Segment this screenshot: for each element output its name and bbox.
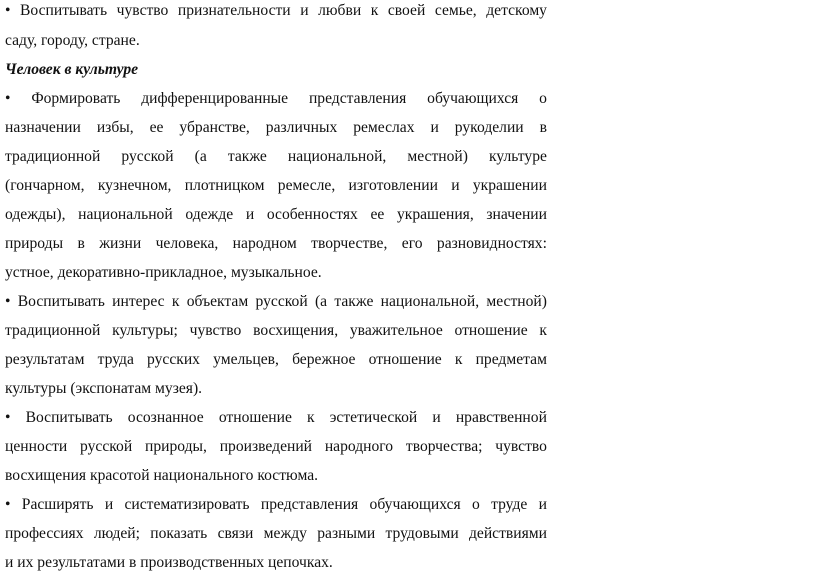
word: и <box>430 119 439 136</box>
word: украшения, <box>396 206 474 223</box>
word: ценности <box>5 438 68 455</box>
word: его <box>401 235 423 252</box>
word: умельцев, <box>213 351 279 368</box>
word: ее <box>370 206 385 223</box>
word: национальной <box>78 206 173 223</box>
word: русских <box>147 351 200 368</box>
word: изготовлении <box>348 177 438 194</box>
word: чувство <box>116 2 169 19</box>
word: о <box>471 496 480 513</box>
word: народном <box>232 235 297 252</box>
text-line <box>5 525 547 543</box>
word: эстетической <box>329 409 418 426</box>
word: осознанное <box>127 409 204 426</box>
word: украшении <box>472 177 547 194</box>
word: одежде <box>185 206 234 223</box>
word: • <box>5 496 11 513</box>
text-line: саду, городу, стране. <box>5 32 140 49</box>
word: ремеслах <box>353 119 415 136</box>
word: убранстве, <box>179 119 250 136</box>
word: произведений <box>219 438 313 455</box>
word: разными <box>317 525 376 542</box>
word: показать <box>150 525 208 542</box>
word: и <box>300 2 309 19</box>
word: восхищения, <box>253 322 339 339</box>
word: кузнечном, <box>97 177 172 194</box>
word: отношение <box>454 322 528 339</box>
word: творчестве, <box>311 235 388 252</box>
word: природы, <box>144 438 207 455</box>
word: Расширять <box>21 496 94 513</box>
text-line <box>5 496 547 514</box>
word: в <box>77 235 85 252</box>
word: дифференцированные <box>141 90 289 107</box>
word: (а <box>194 148 207 165</box>
word: особенностях <box>266 206 358 223</box>
word: и <box>432 409 441 426</box>
word: труда <box>97 351 134 368</box>
word: Формировать <box>31 90 121 107</box>
text-line <box>5 438 547 456</box>
word: Воспитывать <box>17 293 105 310</box>
text-line <box>5 409 547 427</box>
text-line <box>5 235 547 253</box>
word: русской <box>121 148 174 165</box>
word: трудовыми <box>385 525 459 542</box>
word: к <box>171 293 180 310</box>
word: (а <box>314 293 328 310</box>
text-line <box>5 90 547 108</box>
word: жизни <box>99 235 142 252</box>
word: обучающихся <box>369 496 461 513</box>
word: представления <box>308 90 407 107</box>
word: плотницком <box>184 177 265 194</box>
word: • <box>5 293 11 310</box>
word: нравственной <box>455 409 547 426</box>
word: и <box>104 496 114 513</box>
word: традиционной <box>5 148 101 165</box>
word: предметам <box>475 351 547 368</box>
word: творчества; <box>405 438 483 455</box>
word: признательности <box>177 2 291 19</box>
word: детскому <box>486 2 547 19</box>
text-line: культуры (экспонатам музея). <box>5 380 203 397</box>
word: людей; <box>93 525 140 542</box>
word: • <box>5 90 11 107</box>
word: чувство <box>189 322 242 339</box>
word: отношение <box>218 409 292 426</box>
word: русской <box>80 438 133 455</box>
word: ее <box>149 119 164 136</box>
word: народного <box>324 438 394 455</box>
word: обучающихся <box>427 90 519 107</box>
word: также <box>334 293 374 310</box>
word: (гончарном, <box>5 177 85 194</box>
word: чувство <box>495 438 547 455</box>
text-line <box>5 177 547 195</box>
word: культуры; <box>112 322 178 339</box>
text-line <box>5 351 547 369</box>
text-line <box>5 2 547 20</box>
word: Воспитывать <box>20 2 108 19</box>
word: избы, <box>96 119 134 136</box>
word: • <box>5 409 11 426</box>
word: к <box>454 351 463 368</box>
section-heading: Человек в культуре <box>5 61 139 78</box>
word: национальной, <box>380 293 480 310</box>
text-line: и их результатами в производственных цепочках. <box>5 554 333 571</box>
text-line: восхищения красотой национального костюма. <box>5 467 319 484</box>
word: к <box>370 2 379 19</box>
word: представления <box>260 496 359 513</box>
word: местной) <box>486 293 547 310</box>
word: в <box>539 119 547 136</box>
text-line <box>5 119 547 137</box>
word: Воспитывать <box>25 409 113 426</box>
word: культуре <box>489 148 547 165</box>
word: природы <box>5 235 64 252</box>
word: семье, <box>434 2 477 19</box>
word: человека, <box>155 235 219 252</box>
text-line <box>5 206 547 224</box>
word: интерес <box>112 293 165 310</box>
word: рукоделии <box>454 119 524 136</box>
word: значении <box>486 206 547 223</box>
text-line <box>5 148 547 166</box>
word: и <box>245 206 255 223</box>
word: между <box>263 525 307 542</box>
text-line: устное, декоративно-прикладное, музыкальное. <box>5 264 322 281</box>
word: профессиях <box>5 525 84 542</box>
word: систематизировать <box>124 496 250 513</box>
word: своей <box>387 2 426 19</box>
word: также <box>227 148 267 165</box>
word: традиционной <box>5 322 101 339</box>
word: русской <box>255 293 308 310</box>
word: и <box>538 496 547 513</box>
word: местной) <box>407 148 468 165</box>
word: различных <box>265 119 338 136</box>
word: любви <box>318 2 362 19</box>
word: одежды), <box>5 206 66 223</box>
word: действиями <box>468 525 547 542</box>
word: связи <box>217 525 254 542</box>
word: назначении <box>5 119 81 136</box>
word: и <box>451 177 460 194</box>
word: отношение <box>368 351 442 368</box>
word: разновидностях: <box>436 235 547 252</box>
word: бережное <box>292 351 356 368</box>
word: уважительное <box>349 322 443 339</box>
word: национальной, <box>287 148 387 165</box>
word: о <box>539 90 547 107</box>
word: • <box>5 2 11 19</box>
word: объектам <box>186 293 249 310</box>
text-line <box>5 322 547 340</box>
word: к <box>539 322 547 339</box>
word: к <box>307 409 315 426</box>
word: ремесле, <box>277 177 336 194</box>
text-line <box>5 293 547 311</box>
word: труде <box>491 496 528 513</box>
word: результатам <box>5 351 85 368</box>
